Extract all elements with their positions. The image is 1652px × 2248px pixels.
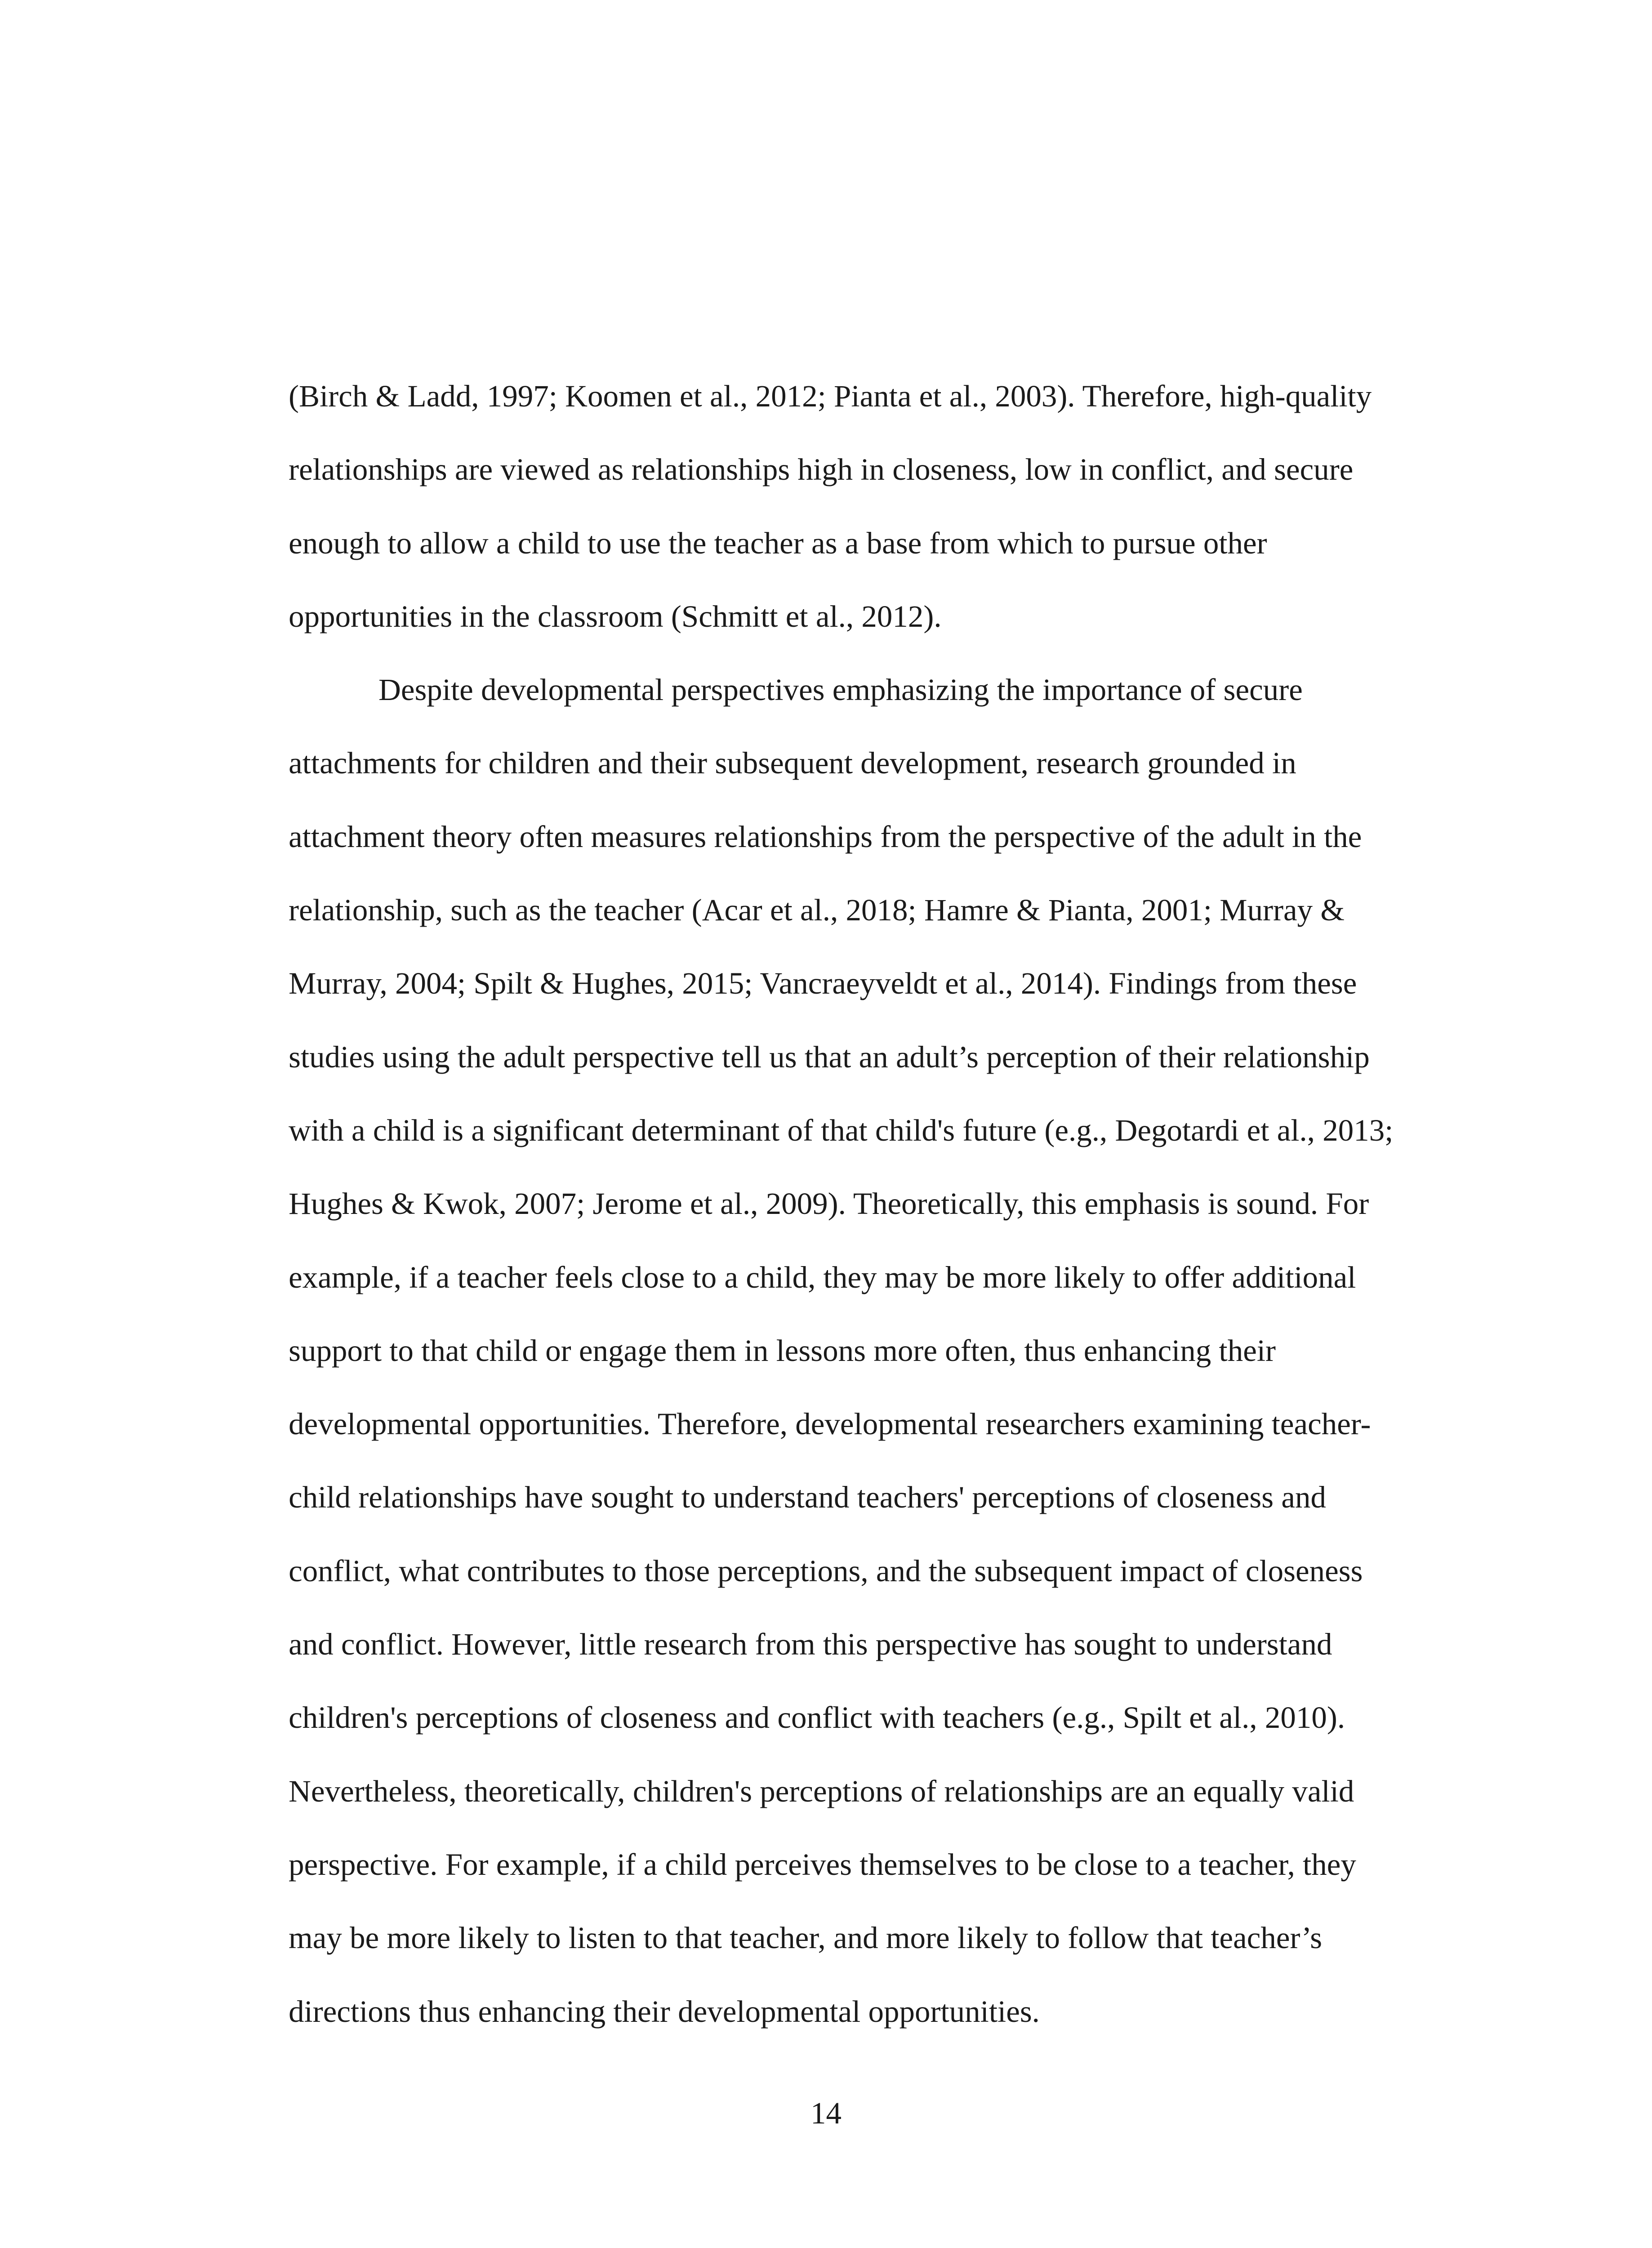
text-line: directions thus enhancing their developmental opportunities.	[289, 1994, 1040, 2029]
text-line: opportunities in the classroom (Schmitt et al., 2012).	[289, 599, 942, 633]
text-line: relationships are viewed as relationships high in closeness, low in conflict, and secure	[289, 452, 1354, 487]
text-line: conflict, what contributes to those perceptions, and the subsequent impact of closeness	[289, 1553, 1363, 1588]
text-line: may be more likely to listen to that teacher, and more likely to follow that teacher’s	[289, 1921, 1322, 1955]
text-line: enough to allow a child to use the teacher as a base from which to pursue other	[289, 526, 1267, 560]
text-line: with a child is a significant determinant of that child's future (e.g., Degotardi et al., 2013;	[289, 1113, 1394, 1147]
text-line: Nevertheless, theoretically, children's perceptions of relationships are an equally valid	[289, 1774, 1354, 1808]
text-line: Murray, 2004; Spilt & Hughes, 2015; Vancraeyveldt et al., 2014). Findings from these	[289, 966, 1357, 1001]
text-line: Hughes & Kwok, 2007; Jerome et al., 2009). Theoretically, this emphasis is sound. For	[289, 1186, 1369, 1221]
text-line: relationship, such as the teacher (Acar et al., 2018; Hamre & Pianta, 2001; Murray &	[289, 893, 1345, 928]
text-line: Despite developmental perspectives emphasizing the importance of secure	[378, 673, 1303, 707]
text-line: studies using the adult perspective tell us that an adult’s perception of their relationship	[289, 1039, 1370, 1074]
text-line: and conflict. However, little research from this perspective has sought to understand	[289, 1627, 1332, 1662]
body-text	[289, 360, 1412, 2048]
text-line: attachment theory often measures relationships from the perspective of the adult in the	[289, 819, 1362, 854]
text-line: (Birch & Ladd, 1997; Koomen et al., 2012; Pianta et al., 2003). Therefore, high-quality	[289, 379, 1372, 413]
text-line: developmental opportunities. Therefore, developmental researchers examining teacher-	[289, 1407, 1371, 1441]
text-line: attachments for children and their subsequent development, research grounded in	[289, 746, 1296, 781]
text-line: perspective. For example, if a child perceives themselves to be close to a teacher, they	[289, 1847, 1356, 1882]
text-line: children's perceptions of closeness and conflict with teachers (e.g., Spilt et al., 2010).	[289, 1700, 1345, 1735]
text-line: child relationships have sought to understand teachers' perceptions of closeness and	[289, 1480, 1326, 1515]
page-number: 14	[810, 2096, 842, 2130]
text-line: example, if a teacher feels close to a child, they may be more likely to offer additional	[289, 1260, 1356, 1294]
text-line: support to that child or engage them in lessons more often, thus enhancing their	[289, 1333, 1276, 1368]
